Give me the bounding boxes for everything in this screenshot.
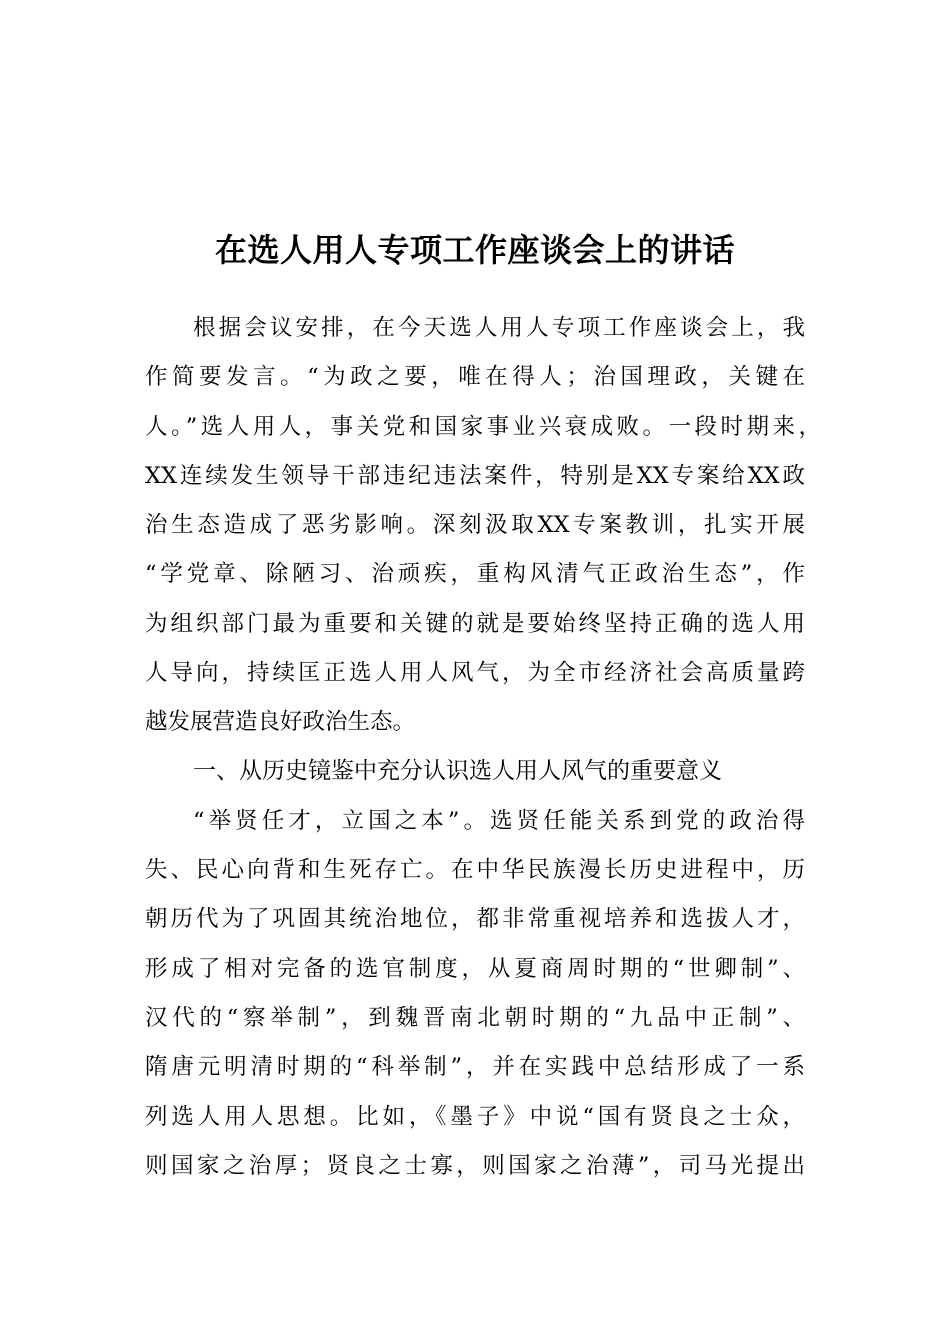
paragraph-line: 形成了相对完备的选官制度，从夏商周时期的“世卿制”、 [145,956,805,982]
document-title: 在选人用人专项工作座谈会上的讲话 [214,231,735,269]
paragraph-line: “学党章、除陋习、治顽疾，重构风清气正政治生态”，作 [145,561,805,587]
paragraph-line: 治生态造成了恶劣影响。深刻汲取XX专案教训，扎实开展 [145,512,805,538]
paragraph-line: 隋唐元明清时期的“科举制”，并在实践中总结形成了一系 [145,1054,805,1080]
paragraph-line: 汉代的“察举制”，到魏晋南北朝时期的“九品中正制”、 [145,1005,805,1031]
paragraph-line: 失、民心向背和生死存亡。在中华民族漫长历史进程中，历 [145,857,805,883]
paragraph-line: XX连续发生领导干部违纪违法案件，特别是XX专案给XX政 [145,463,805,489]
paragraph-line: 作简要发言。“为政之要，唯在得人；治国理政，关键在 [145,364,805,390]
paragraph-line: 根据会议安排，在今天选人用人专项工作座谈会上，我 [193,315,805,341]
paragraph-line: “举贤任才，立国之本”。选贤任能关系到党的政治得 [193,808,805,834]
paragraph-line: 为组织部门最为重要和关键的就是要始终坚持正确的选人用 [145,611,805,637]
paragraph-line: 越发展营造良好政治生态。 [145,709,416,735]
paragraph-line: 朝历代为了巩固其统治地位，都非常重视培养和选拔人才， [145,906,805,932]
paragraph-line: 人。”选人用人，事关党和国家事业兴衰成败。一段时期来， [145,414,821,440]
paragraph-line: 人导向，持续匡正选人用人风气，为全市经济社会高质量跨 [145,660,805,686]
paragraph-line: 则国家之治厚；贤良之士寡，则国家之治薄”，司马光提出 [145,1153,805,1179]
section-heading: 一、从历史镜鉴中充分认识选人用人风气的重要意义 [193,758,722,784]
paragraph-line: 列选人用人思想。比如，《墨子》中说“国有贤良之士众， [145,1104,805,1130]
